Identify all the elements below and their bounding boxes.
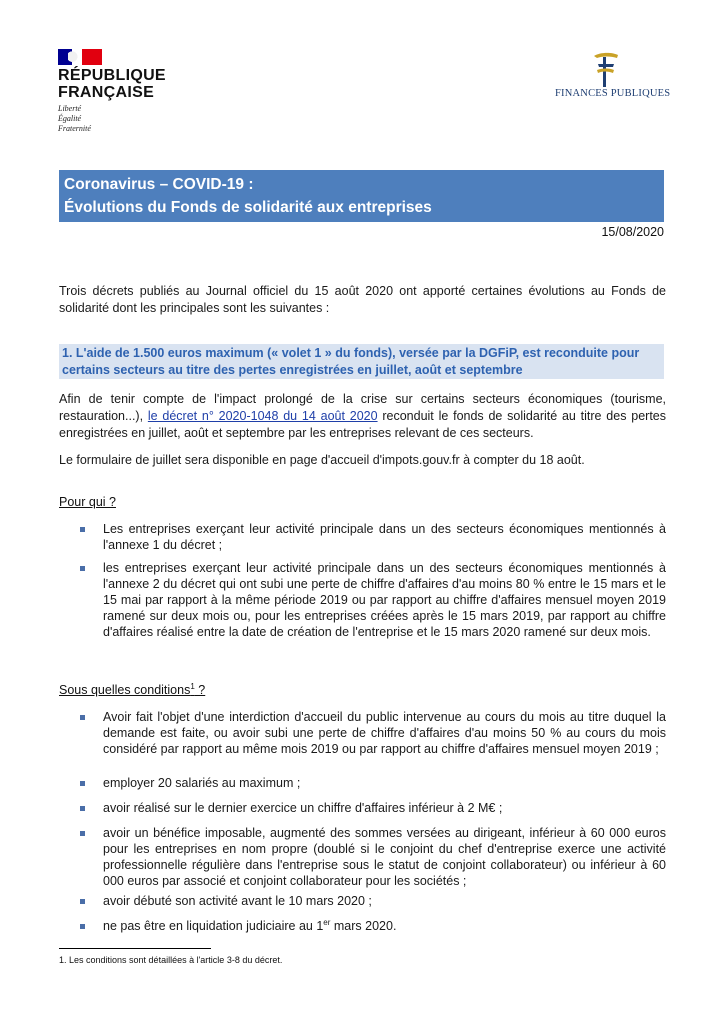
- bullet-icon: [80, 899, 85, 904]
- footnote-mark: 1: [190, 681, 195, 691]
- finances-publiques-text: FINANCES PUBLIQUES: [555, 88, 671, 99]
- condition-last-sup: er: [323, 917, 331, 927]
- conditions-heading-suffix: ?: [194, 683, 206, 697]
- bullet-icon: [80, 715, 85, 720]
- bullet-icon: [80, 831, 85, 836]
- section1-heading: 1. L'aide de 1.500 euros maximum (« volet 1 » du fonds), versée par la DGFiP, est reconduite pour certains secteurs au titre des pertes enregistrées en juillet, août et septembre: [62, 346, 640, 377]
- republique-line1: RÉPUBLIQUE: [58, 67, 166, 84]
- pour-qui-item: Les entreprises exerçant leur activité principale dans un des secteurs économiques mentionnés à l'annexe 1 du décret ;: [103, 522, 666, 552]
- title-line2: Évolutions du Fonds de solidarité aux entreprises: [64, 199, 432, 216]
- bullet-icon: [80, 806, 85, 811]
- title-line1: Coronavirus – COVID-19 :: [64, 176, 254, 193]
- conditions-heading-text: Sous quelles conditions: [59, 683, 191, 697]
- pour-qui-item: les entreprises exerçant leur activité principale dans un des secteurs économiques mentionnés à l'annexe 2 du décret qui ont subi une perte de chiffre d'affaires d'au moins 80 % entre le 15 mars et le 15 mai par rapport à la même période 2019 ou par rapport au chiffre d'affaires mensuel moyen 2019 ramené sur deux mois ou, pour les entreprises créées après le 15 mars 2019, par rapport au chiffre d'affaires réalisé entre la date de création de l'entreprise et le 15 mars 2020 ramené sur deux mois.: [103, 561, 666, 639]
- condition-last-text: ne pas être en liquidation judiciaire au 1: [103, 919, 324, 933]
- footnote: 1. Les conditions sont détaillées à l'article 3-8 du décret.: [59, 955, 283, 965]
- bullet-icon: [80, 527, 85, 532]
- formulaire-paragraph: Le formulaire de juillet sera disponible en page d'accueil d'impots.gouv.fr à compter du 18 août.: [59, 453, 585, 467]
- condition-item: avoir un bénéfice imposable, augmenté des sommes versées au dirigeant, inférieur à 60 000 euros pour les entreprises en nom propre (doublé si le conjoint du chef d'entreprise exerce une activité professionnelle régulière dans l'entreprise sous le statut de conjoint collaborateur) ou inférieur à 60 000 euros par associé et conjoint collaborateur pour les sociétés ;: [103, 826, 666, 888]
- footnote-divider: [59, 948, 211, 949]
- section1-band: [59, 344, 664, 379]
- bullet-icon: [80, 924, 85, 929]
- page-header: [0, 0, 724, 150]
- intro-paragraph: Trois décrets publiés au Journal officiel du 15 août 2020 ont apporté certaines évolutions au Fonds de solidarité dont les principales sont les suivantes :: [59, 284, 666, 315]
- condition-item-last: [103, 918, 666, 934]
- bullet-icon: [80, 781, 85, 786]
- title-band: [59, 170, 664, 222]
- condition-item: avoir débuté son activité avant le 10 mars 2020 ;: [103, 894, 372, 908]
- condition-last-text-end: mars 2020.: [330, 919, 397, 933]
- decret-link[interactable]: le décret n° 2020-1048 du 14 août 2020: [147, 409, 378, 423]
- condition-item: Avoir fait l'objet d'une interdiction d'accueil du public intervenue au cours du mois au titre duquel la demande est faite, ou avoir subi une perte de chiffre d'affaires d'au moins 50 % au cours du mois considéré par rapport au même mois 2019 ou par rapport au chiffre d'affaires mensuel moyen 2019 ;: [103, 710, 666, 756]
- marianne-icon: [68, 51, 82, 65]
- motto-liberte: Liberté: [58, 104, 82, 113]
- conditions-heading: [59, 683, 205, 697]
- section1-paragraph: [59, 391, 666, 442]
- condition-item: avoir réalisé sur le dernier exercice un chiffre d'affaires inférieur à 2 M€ ;: [103, 801, 503, 815]
- finances-publiques-logo-icon: [588, 50, 622, 92]
- section1-paragraph-text: Afin de tenir compte de l'impact prolongé de la crise sur certains secteurs économiques (tourisme, restauration...),: [59, 392, 666, 423]
- pour-qui-heading: Pour qui ?: [59, 495, 116, 509]
- motto-egalite: Égalité: [58, 114, 82, 123]
- condition-item: employer 20 salariés au maximum ;: [103, 776, 301, 790]
- republique-line2: FRANÇAISE: [58, 84, 155, 101]
- bullet-icon: [80, 566, 85, 571]
- document-date: 15/08/2020: [601, 225, 664, 239]
- section1-paragraph-text-end: reconduit le fonds de solidarité au titre des pertes enregistrées en juillet, août et septembre par les entreprises relevant de ces secteurs.: [59, 409, 666, 440]
- motto-fraternite: Fraternité: [58, 124, 91, 133]
